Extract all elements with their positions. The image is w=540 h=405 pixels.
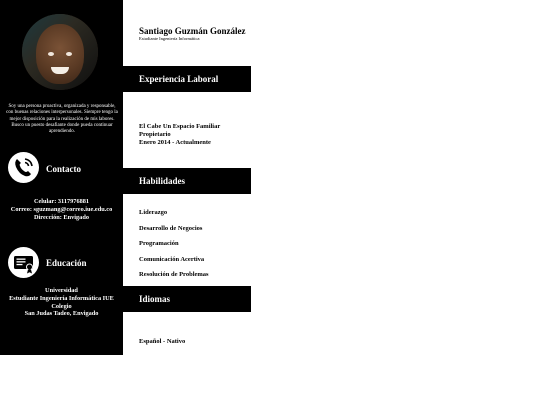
contact-phone: Celular: 3117976881	[33, 198, 90, 205]
avatar	[22, 14, 98, 90]
education-line: Estudiante Ingeniería Informática IUE	[9, 294, 114, 302]
skills-title: Habilidades	[139, 176, 186, 186]
skill-item: Desarrollo de Negocios	[139, 225, 203, 232]
languages-header	[123, 286, 251, 312]
experience-role: Propietario	[139, 131, 171, 138]
diploma-icon	[8, 247, 39, 278]
skill-item: Comunicación Acertiva	[139, 256, 205, 263]
experience-company: El Cabe Un Espacio Familiar	[139, 123, 221, 130]
experience-header	[123, 66, 251, 92]
experience-title: Experiencia Laboral	[139, 74, 219, 84]
experience-period: Enero 2014 - Actualmente	[139, 139, 211, 146]
contact-info	[0, 198, 123, 221]
education-title: Educación	[46, 258, 87, 268]
skill-item: Programación	[139, 240, 179, 247]
sidebar	[0, 0, 123, 355]
skills-header	[123, 168, 251, 194]
skill-item: Liderazgo	[139, 209, 168, 216]
about-text: Soy una persona proactiva, organizada y responsable, con buenas relaciones interpersonales. Siempre tengo la mejor disposición para la realización de mis labores. Busco un puesto desafiante donde pueda continuar aprendiendo.	[6, 104, 118, 135]
skill-item: Resolución de Problemas	[139, 271, 209, 278]
language-item: Español - Nativo	[139, 338, 186, 345]
education-line: Colegio	[51, 302, 72, 310]
contact-title: Contacto	[46, 164, 81, 174]
person-subtitle: Estudiante Ingeniería Informática	[139, 36, 200, 41]
phone-icon	[8, 152, 39, 183]
contact-email: Correo: sguzmang@correo.iue.edu.co	[10, 205, 113, 213]
languages-title: Idiomas	[139, 294, 171, 304]
person-name: Santiago Guzmán González	[139, 26, 246, 36]
education-line: San Judas Tadeo, Envigado	[24, 310, 99, 318]
education-info	[0, 287, 123, 318]
contact-address: Dirección: Envigado	[34, 213, 89, 221]
education-line: Universidad	[45, 287, 78, 294]
experience-entry	[139, 123, 220, 147]
